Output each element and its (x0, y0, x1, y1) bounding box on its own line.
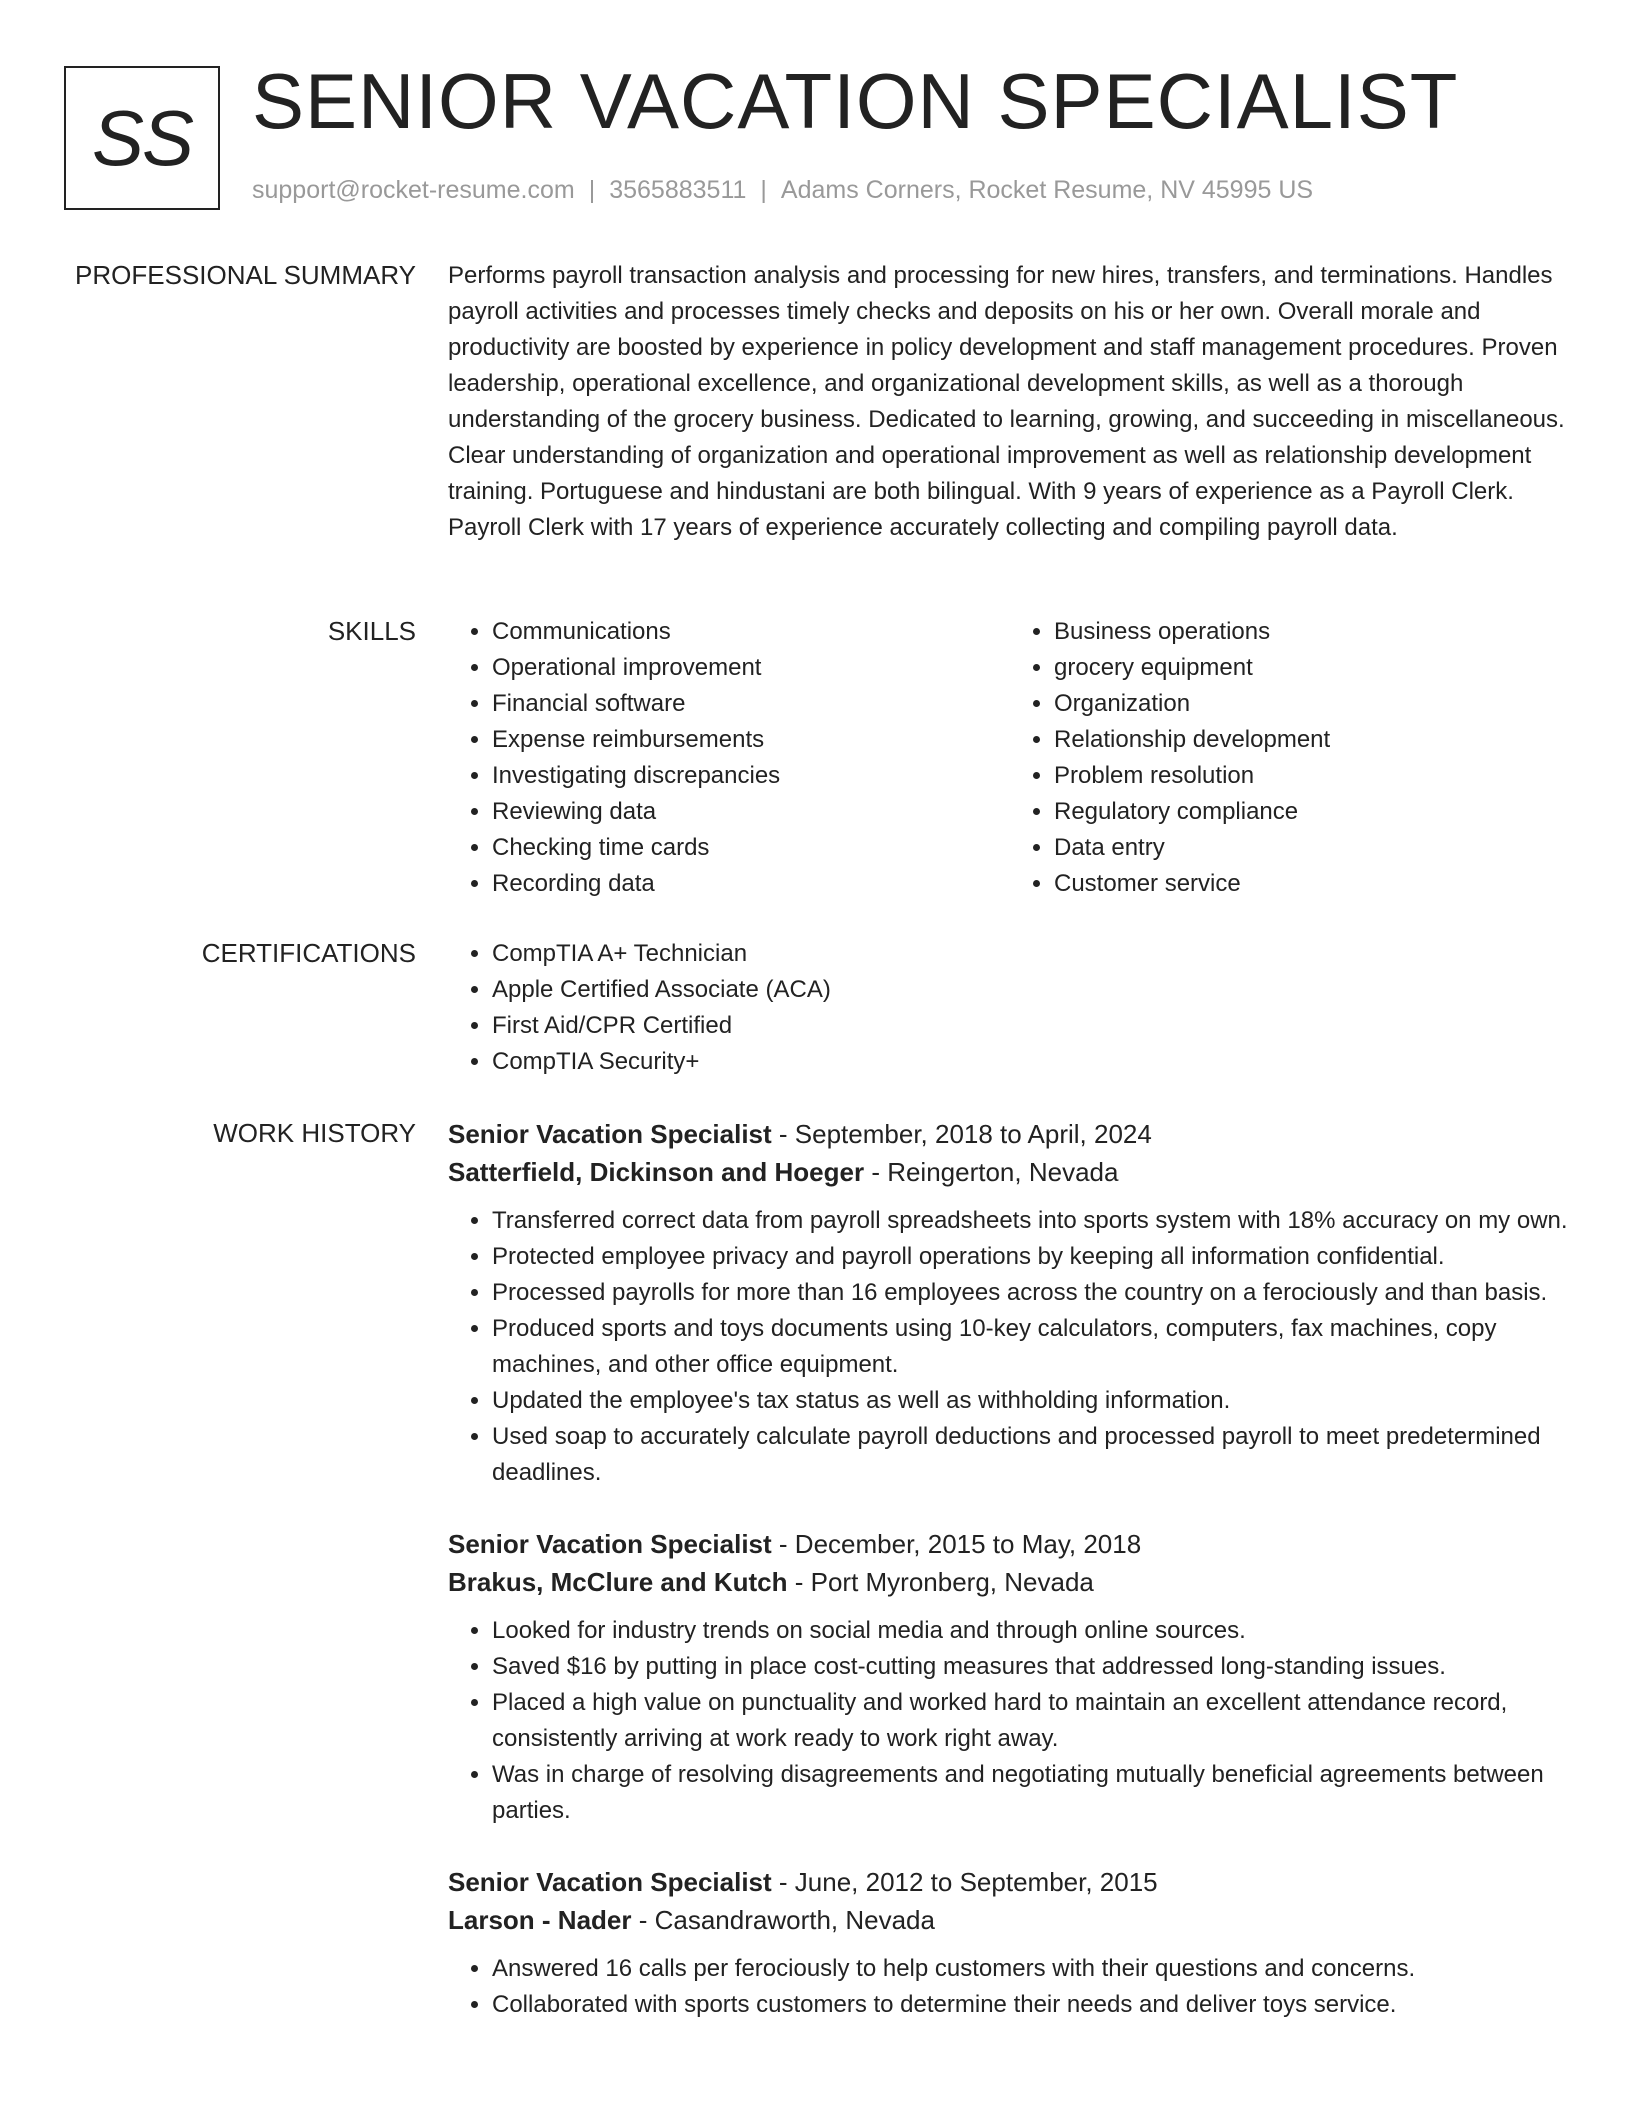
email-text: support@rocket-resume.com (252, 176, 575, 204)
job-title-line (448, 1115, 1572, 1153)
list-item: • Investigating discrepancies (492, 758, 1010, 794)
list-item: • Processed payrolls for more than 16 employees across the country on a ferociously and than basis. (492, 1275, 1572, 1311)
list-item: • Answered 16 calls per ferociously to help customers with their questions and concerns. (492, 1951, 1572, 1987)
job-company-line (448, 1901, 1572, 1939)
job-title-line (448, 1863, 1572, 1901)
job-title-line (448, 1525, 1572, 1563)
job-entry (448, 1525, 1572, 1829)
job-entry (448, 1863, 1572, 2023)
list-item: • Transferred correct data from payroll spreadsheets into sports system with 18% accuracy on my own. (492, 1203, 1572, 1239)
certifications-section (448, 936, 1572, 1080)
list-item: • CompTIA Security+ (492, 1044, 1572, 1080)
list-item: • Checking time cards (492, 830, 1010, 866)
list-item: • Relationship development (1054, 722, 1572, 758)
job-duties-list (448, 1203, 1572, 1491)
list-item: • Protected employee privacy and payroll operations by keeping all information confidential. (492, 1239, 1572, 1275)
certifications-list (448, 936, 1572, 1080)
skills-list-left (448, 614, 1010, 902)
job-duties-list (448, 1951, 1572, 2023)
job-location: - Reingerton, Nevada (864, 1157, 1119, 1187)
address-text: Adams Corners, Rocket Resume, NV 45995 US (780, 176, 1314, 204)
list-item: • Recording data (492, 866, 1010, 902)
list-item: • Operational improvement (492, 650, 1010, 686)
list-item: • grocery equipment (1054, 650, 1572, 686)
job-dates: - September, 2018 to April, 2024 (771, 1119, 1152, 1149)
job-dates: - June, 2012 to September, 2015 (771, 1867, 1158, 1897)
list-item: • Problem resolution (1054, 758, 1572, 794)
job-title: Senior Vacation Specialist (448, 1119, 772, 1149)
summary-text: Performs payroll transaction analysis and processing for new hires, transfers, and terminations. Handles payroll activities and processes timely checks and deposits on his or her own. Overall morale and productivity are boosted by experience in policy development and staff management procedures. Proven leadership, operational excellence, and organizational development skills, as well as a thorough understanding of the grocery business. Dedicated to learning, growing, and succeeding in miscellaneous. Clear understanding of organization and operational improvement as well as relationship development training. Portuguese and hindustani are both bilingual. With 9 years of experience as a Payroll Clerk. Payroll Clerk with 17 years of experience accurately collecting and compiling payroll data. (448, 262, 1565, 541)
list-item: • Produced sports and toys documents using 10-key calculators, computers, fax machines, copy machines, and other office equipment. (492, 1311, 1572, 1383)
list-item: • Financial software (492, 686, 1010, 722)
list-item: • Business operations (1054, 614, 1572, 650)
list-item: • Data entry (1054, 830, 1572, 866)
certifications-heading: CERTIFICATIONS (201, 938, 416, 968)
list-item: • Organization (1054, 686, 1572, 722)
list-item: • Regulatory compliance (1054, 794, 1572, 830)
job-company-line (448, 1153, 1572, 1191)
list-item: • Apple Certified Associate (ACA) (492, 972, 1572, 1008)
list-item: • CompTIA A+ Technician (492, 936, 1572, 972)
monogram-logo: SS (64, 66, 220, 210)
job-company: Larson - Nader (448, 1905, 632, 1935)
job-company: Brakus, McClure and Kutch (448, 1567, 788, 1597)
job-dates: - December, 2015 to May, 2018 (771, 1529, 1142, 1559)
list-item: • Used soap to accurately calculate payroll deductions and processed payroll to meet predetermined deadlines. (492, 1419, 1572, 1491)
summary-heading: PROFESSIONAL SUMMARY (75, 260, 416, 290)
job-entry (448, 1115, 1572, 1491)
skills-heading: SKILLS (327, 616, 416, 646)
list-item: • Was in charge of resolving disagreements and negotiating mutually beneficial agreements between parties. (492, 1757, 1572, 1829)
job-duties-list (448, 1613, 1572, 1829)
list-item: • Placed a high value on punctuality and worked hard to maintain an excellent attendance record, consistently arriving at work ready to work right away. (492, 1685, 1572, 1757)
list-item: • First Aid/CPR Certified (492, 1008, 1572, 1044)
job-title: Senior Vacation Specialist (448, 1867, 772, 1897)
list-item: • Looked for industry trends on social media and through online sources. (492, 1613, 1572, 1649)
contact-separator: | (760, 176, 767, 204)
page-title: SENIOR VACATION SPECIALIST (252, 57, 1459, 145)
list-item: • Expense reimbursements (492, 722, 1010, 758)
list-item: • Collaborated with sports customers to determine their needs and deliver toys service. (492, 1987, 1572, 2023)
contact-separator: | (588, 176, 596, 204)
job-company: Satterfield, Dickinson and Hoeger (448, 1157, 865, 1187)
summary-section (448, 258, 1572, 546)
skills-section (448, 614, 1572, 902)
phone-text: 3565883511 (609, 176, 747, 204)
work-history-heading: WORK HISTORY (213, 1118, 416, 1148)
work-history-section (448, 1115, 1572, 2057)
job-location: - Port Myronberg, Nevada (787, 1567, 1094, 1597)
list-item: • Communications (492, 614, 1010, 650)
list-item: • Saved $16 by putting in place cost-cutting measures that addressed long-standing issues. (492, 1649, 1572, 1685)
list-item: • Reviewing data (492, 794, 1010, 830)
job-title: Senior Vacation Specialist (448, 1529, 772, 1559)
job-location: - Casandraworth, Nevada (631, 1905, 935, 1935)
contact-line (252, 176, 1313, 205)
list-item: • Customer service (1054, 866, 1572, 902)
list-item: • Updated the employee's tax status as well as withholding information. (492, 1383, 1572, 1419)
skills-list-right (1010, 614, 1572, 902)
job-company-line (448, 1563, 1572, 1601)
